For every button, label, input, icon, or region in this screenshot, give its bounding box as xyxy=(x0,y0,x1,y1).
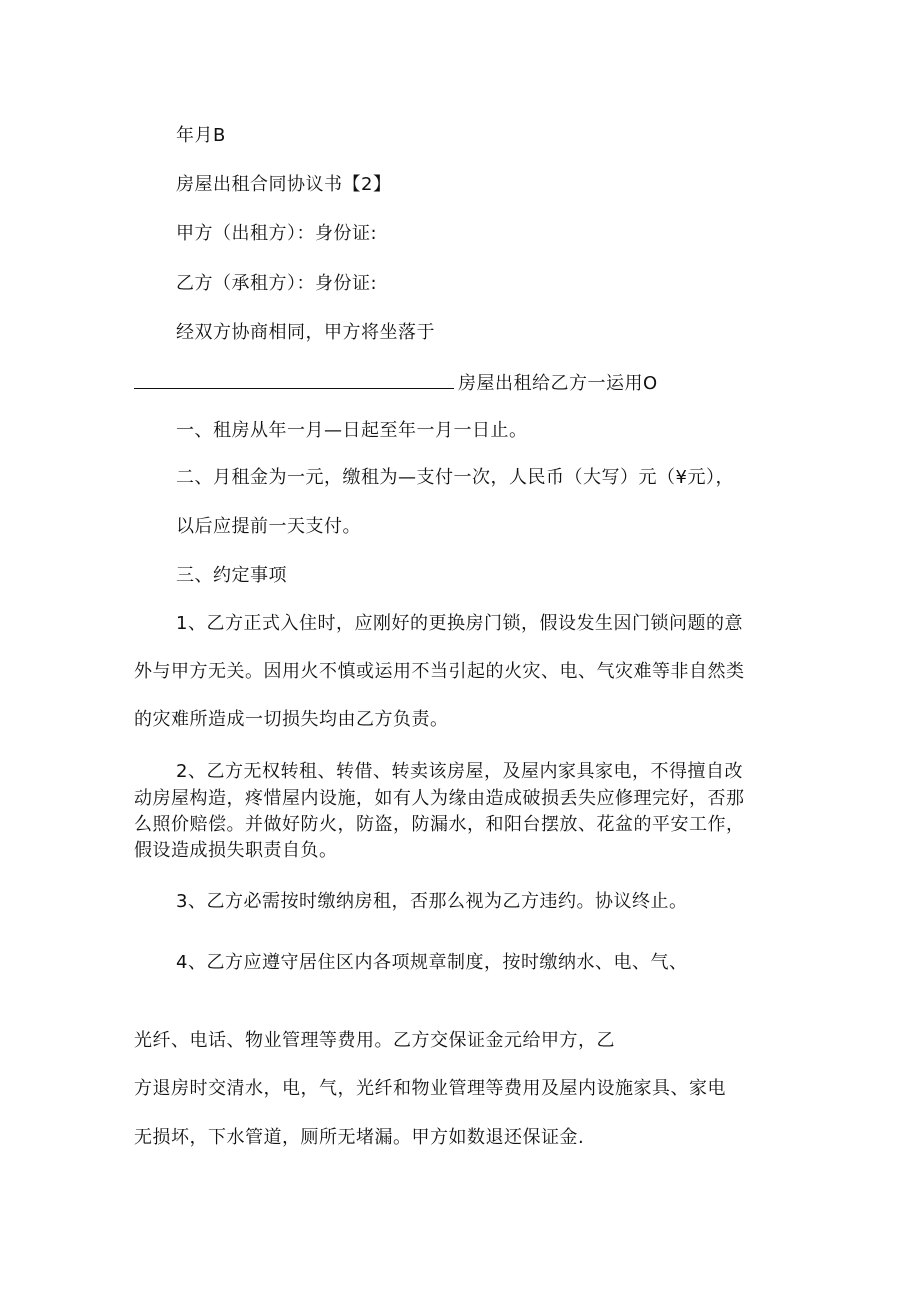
item-1-line-3: 的灾难所造成一切损失均由乙方负责。 xyxy=(134,709,449,730)
item-1-line-1: 1、乙方正式入住时，应刚好的更换房门锁，假设发生因门锁问题的意 xyxy=(176,613,743,634)
item-4-line-3: 方退房时交清水，电，气，光纤和物业管理等费用及屋内设施家具、家电 xyxy=(134,1078,726,1099)
party-a-line: 甲方（出租方）：身份证: xyxy=(176,223,378,244)
item-4-line-1: 4、乙方应遵守居住区内各项规章制度，按时缴纳水、电、气、 xyxy=(176,952,688,973)
party-b-line: 乙方（承租方）：身份证: xyxy=(176,273,378,294)
item-2-line-4: 假设造成损失职责自负。 xyxy=(134,840,338,861)
intro-line-2 xyxy=(134,370,658,396)
clause-2-line-2: 以后应提前一天支付。 xyxy=(176,516,361,537)
item-1-line-2: 外与甲方无关。因用火不慎或运用不当引起的火灾、电、气灾难等非自然类 xyxy=(134,661,745,682)
intro-line-1: 经双方协商相同，甲方将坐落于 xyxy=(176,322,435,343)
date-line: 年月B xyxy=(176,125,226,146)
clause-2-line-1: 二、月租金为一元，缴租为—支付一次，人民币（大写）元（¥元）， xyxy=(176,467,734,488)
item-4-line-2: 光纤、电话、物业管理等费用。乙方交保证金元给甲方，乙 xyxy=(134,1030,615,1051)
item-2-line-2: 动房屋构造，疼惜屋内设施，如有人为缘由造成破损丢失应修理完好，否那 xyxy=(134,788,745,809)
item-4-line-4: 无损坏，下水管道，厕所无堵漏。甲方如数退还保证金. xyxy=(134,1127,585,1148)
document-title: 房屋出租合同协议书【2】 xyxy=(176,174,392,195)
intro-line-2-text: 房屋出租给乙方一运用O xyxy=(458,373,658,394)
clause-1: 一、租房从年一月—日起至年一月一日止。 xyxy=(176,420,528,441)
item-2-line-3: 么照价赔偿。并做好防火，防盗，防漏水，和阳台摆放、花盆的平安工作， xyxy=(134,814,745,835)
address-blank xyxy=(134,370,454,389)
item-3: 3、乙方必需按时缴纳房租，否那么视为乙方违约。协议终止。 xyxy=(176,891,688,912)
clause-3-heading: 三、约定事项 xyxy=(176,565,287,586)
item-2-line-1: 2、乙方无权转租、转借、转卖该房屋，及屋内家具家电，不得擅自改 xyxy=(176,761,743,782)
